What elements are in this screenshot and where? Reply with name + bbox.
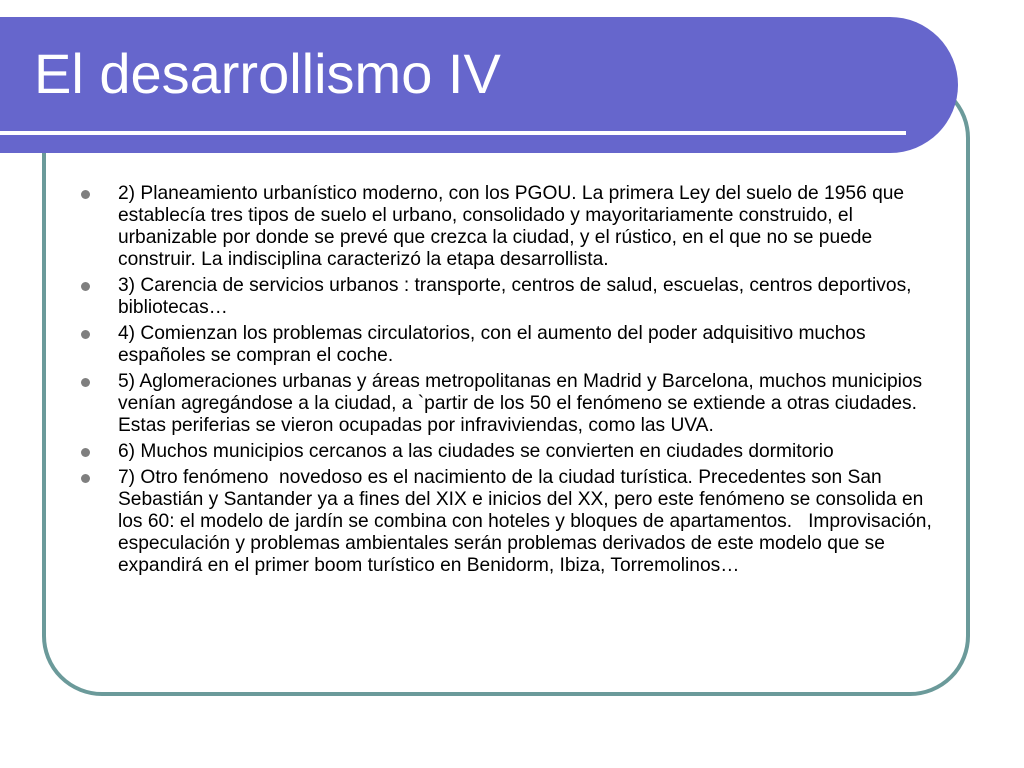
title-underline xyxy=(0,131,906,135)
bullet-dot-icon xyxy=(81,330,90,339)
bullet-dot-icon xyxy=(81,448,90,457)
bullet-dot-icon xyxy=(81,474,90,483)
bullet-dot-icon xyxy=(81,190,90,199)
bullet-item-1 xyxy=(80,183,950,271)
bullet-item-2 xyxy=(80,275,950,319)
bullet-item-5 xyxy=(80,441,950,463)
bullet-text: 7) Otro fenómeno novedoso es el nacimiento de la ciudad turística. Precedentes son San Sebastián y Santander ya a fines del XIX e inicios del XX, pero este fenómeno se consolida en los 60: el modelo de jardín se combina con hoteles y bloques de apartamentos. Improvisación, especulación y problemas ambientales serán problemas derivados de este modelo que se expandirá en el primer boom turístico en Benidorm, Ibiza, Torremolinos… xyxy=(118,467,938,576)
bullet-item-4 xyxy=(80,371,950,437)
bullet-text: 5) Aglomeraciones urbanas y áreas metropolitanas en Madrid y Barcelona, muchos municipios venían agregándose a la ciudad, a `partir de los 50 el fenómeno se extiende a otras ciudades. Estas periferias se vieron ocupadas por infraviviendas, como las UVA. xyxy=(118,371,928,436)
bullet-dot-icon xyxy=(81,282,90,291)
bullet-text: 6) Muchos municipios cercanos a las ciudades se convierten en ciudades dormitorio xyxy=(118,441,834,462)
bullet-text: 2) Planeamiento urbanístico moderno, con los PGOU. La primera Ley del suelo de 1956 que establecía tres tipos de suelo el urbano, consolidado y mayoritariamente construido, el urbanizable por donde se prevé que crezca la ciudad, y el rústico, en el que no se puede construir. La indisciplina caracterizó la etapa desarrollista. xyxy=(118,183,910,270)
slide-title: El desarrollismo IV xyxy=(34,42,501,105)
bullet-list xyxy=(80,183,950,581)
bullet-text: 3) Carencia de servicios urbanos : transporte, centros de salud, escuelas, centros deportivos, bibliotecas… xyxy=(118,275,917,318)
bullet-text: 4) Comienzan los problemas circulatorios, con el aumento del poder adquisitivo muchos españoles se compran el coche. xyxy=(118,323,871,366)
bullet-dot-icon xyxy=(81,378,90,387)
bullet-item-6 xyxy=(80,467,950,577)
bullet-item-3 xyxy=(80,323,950,367)
